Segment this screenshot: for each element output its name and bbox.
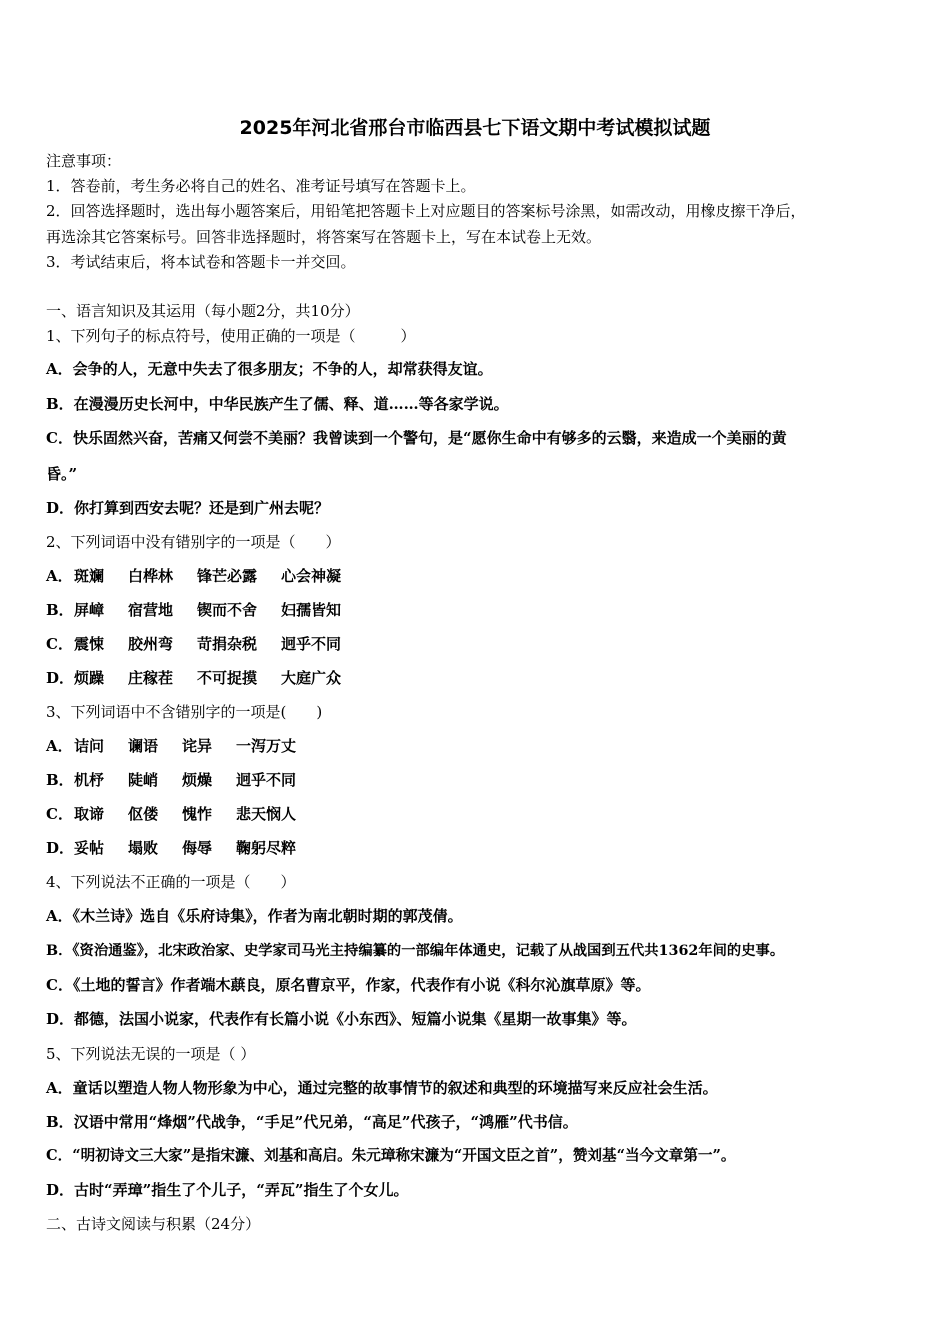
word: 诘问: [74, 737, 105, 755]
word: 震悚: [74, 635, 105, 653]
word: 心会神凝: [281, 567, 342, 585]
notice-item: 3．考试结束后，将本试卷和答题卡一并交回。: [46, 253, 356, 271]
page-title: 2025年河北省邢台市临西县七下语文期中考试模拟试题: [239, 117, 711, 139]
word: 白桦林: [128, 567, 174, 585]
word: 宿营地: [128, 601, 174, 619]
notice-item: 2．回答选择题时，选出每小题答案后，用铅笔把答题卡上对应题目的答案标号涂黑，如需改动，用橡皮擦干净后，: [46, 202, 806, 220]
option-d: D．你打算到西安去呢？还是到广州去呢？: [46, 499, 330, 517]
word: 悲天悯人: [236, 805, 297, 823]
option-a: A．童话以塑造人物人物形象为中心，通过完整的故事情节的叙述和典型的环境描写来反应社会生活。: [46, 1079, 718, 1097]
option-b: [46, 769, 910, 791]
option-label: C．: [46, 805, 73, 823]
option-label: B．: [46, 771, 74, 789]
option-c-continued: 昏。”: [46, 465, 78, 483]
option-d: [46, 667, 910, 689]
word: 塌败: [128, 839, 159, 857]
option-label: A．: [46, 737, 73, 755]
option-a: [46, 565, 910, 587]
section-heading: 一、语言知识及其运用（每小题2分，共10分）: [46, 302, 360, 320]
option-label: B．: [46, 601, 74, 619]
question-stem: 3、下列词语中不含错别字的一项是( ): [46, 703, 323, 721]
word: 不可捉摸: [197, 669, 258, 687]
word: 一泻万丈: [236, 737, 297, 755]
option-b: [46, 599, 910, 621]
option-label: A．: [46, 567, 73, 585]
word: 妥帖: [74, 839, 105, 857]
word: 锲而不舍: [197, 601, 258, 619]
option-c: C．《土地的誓言》作者端木蕻良，原名曹京平，作家，代表作有小说《科尔沁旗草原》等。: [46, 976, 651, 994]
option-label: D．: [46, 669, 75, 687]
word: 屏嶂: [74, 601, 105, 619]
word: 锋芒必露: [197, 567, 258, 585]
option-a: [46, 735, 910, 757]
option-d: D．都德，法国小说家，代表作有长篇小说《小东西》、短篇小说集《星期一故事集》等。: [46, 1010, 637, 1028]
word: 斑斓: [74, 567, 105, 585]
option-b: B．《资治通鉴》，北宋政治家、史学家司马光主持编纂的一部编年体通史，记载了从战国到五代共1362年间的史事。: [46, 943, 785, 959]
option-label: D．: [46, 839, 75, 857]
option-d: [46, 837, 910, 859]
word: 烦躁: [74, 669, 105, 687]
word: 妇孺皆知: [281, 601, 342, 619]
word: 伛偻: [128, 805, 159, 823]
option-a: A．《木兰诗》选自《乐府诗集》，作者为南北朝时期的郭茂倩。: [46, 907, 463, 925]
word: 谰语: [128, 737, 159, 755]
question-stem: 1、下列句子的标点符号，使用正确的一项是（ ）: [46, 327, 416, 345]
word: 烦燥: [182, 771, 213, 789]
question-stem: 5、下列说法无误的一项是（ ）: [46, 1045, 256, 1063]
option-d: D．古时“弄璋”指生了个儿子，“弄瓦”指生了个女儿。: [46, 1181, 409, 1199]
word: 愧怍: [182, 805, 213, 823]
word: 迥乎不同: [236, 771, 297, 789]
word: 鞠躬尽粹: [236, 839, 297, 857]
word: 陡峭: [128, 771, 159, 789]
word: 侮辱: [182, 839, 213, 857]
option-label: C．: [46, 635, 73, 653]
word: 迥乎不同: [281, 635, 342, 653]
word: 诧异: [182, 737, 213, 755]
word: 庄稼茬: [128, 669, 174, 687]
word: 取谛: [74, 805, 105, 823]
word: 机杼: [74, 771, 105, 789]
word: 胶州弯: [128, 635, 174, 653]
option-c: C．“明初诗文三大家”是指宋濂、刘基和高启。朱元璋称宋濂为“开国文臣之首”，赞刘基“当今文章第一”。: [46, 1147, 736, 1164]
option-b: B．在漫漫历史长河中，中华民族产生了儒、释、道……等各家学说。: [46, 395, 509, 413]
notice-item: 再选涂其它答案标号。回答非选择题时，将答案写在答题卡上，写在本试卷上无效。: [46, 228, 602, 246]
word: 苛捐杂税: [197, 635, 258, 653]
question-stem: 4、下列说法不正确的一项是（ ）: [46, 873, 296, 891]
option-c: [46, 633, 910, 655]
option-c: C．快乐固然兴奋，苦痛又何尝不美丽？我曾读到一个警句，是“愿你生命中有够多的云翳，来造成一个美丽的黄: [46, 429, 787, 447]
option-b: B．汉语中常用“烽烟”代战争，“手足”代兄弟，“高足”代孩子，“鸿雁”代书信。: [46, 1113, 578, 1131]
section-heading: 二、古诗文阅读与积累（24分）: [46, 1215, 261, 1233]
notice-heading: 注意事项：: [46, 152, 122, 170]
option-a: A．会争的人，无意中失去了很多朋友；不争的人，却常获得友谊。: [46, 360, 493, 378]
option-c: [46, 803, 910, 825]
word: 大庭广众: [281, 669, 342, 687]
notice-item: 1．答卷前，考生务必将自己的姓名、准考证号填写在答题卡上。: [46, 177, 476, 195]
question-stem: 2、下列词语中没有错别字的一项是（ ）: [46, 533, 341, 551]
